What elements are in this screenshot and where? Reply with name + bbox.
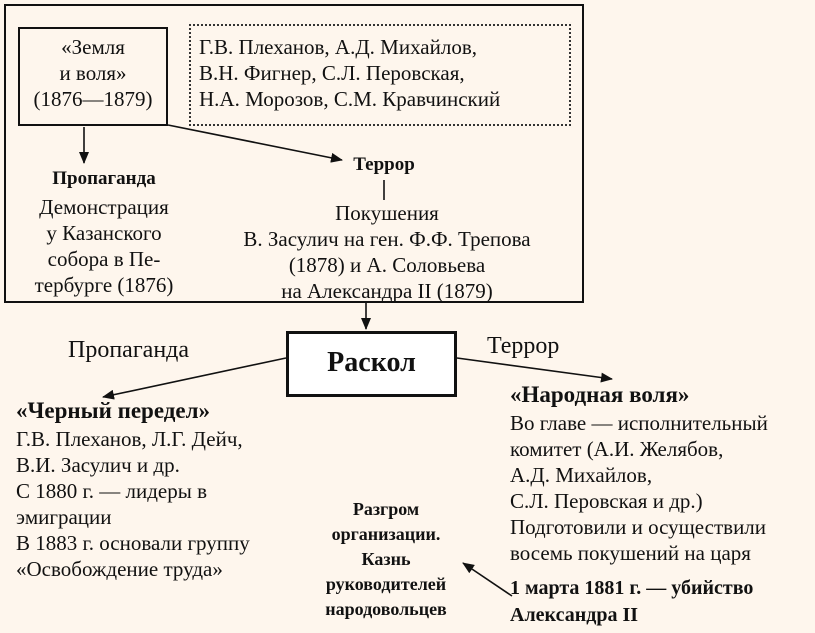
narodnaya-volya-description: [510, 410, 768, 566]
chernyi-peredel-line: С 1880 г. — лидеры в: [16, 479, 207, 503]
narodnaya-volya-line: Подготовили и осуществили: [510, 515, 767, 539]
terror-line: (1878) и А. Соловьева: [288, 253, 486, 277]
assassination-line: Александра II: [510, 604, 639, 626]
terror-heading: Террор: [353, 154, 415, 175]
chernyi-peredel-line: Г.В. Плеханов, Л.Г. Дейч,: [16, 427, 243, 451]
zemlya-volya-box: [18, 27, 168, 126]
terror-line: на Александра II (1879): [281, 279, 493, 303]
propaganda-heading: Пропаганда: [52, 168, 156, 189]
chernyi-peredel-line: В 1883 г. основали группу: [16, 531, 250, 555]
narodnaya-volya-title: «Народная воля»: [510, 382, 690, 407]
zemlya-volya-title-line2: и воля»: [59, 61, 127, 85]
terror-line: Покушения: [335, 201, 439, 225]
chernyi-peredel-description: [16, 426, 250, 582]
members-line: В.Н. Фигнер, С.Л. Перовская,: [199, 61, 465, 85]
zemlya-volya-years: (1876—1879): [33, 87, 153, 111]
narodnaya-volya-line: восемь покушений на царя: [510, 541, 751, 565]
propaganda-description: [18, 194, 190, 298]
members-line: Н.А. Морозов, С.М. Кравчинский: [199, 87, 501, 111]
narodnaya-volya-line: С.Л. Перовская и др.): [510, 489, 703, 513]
chernyi-peredel-line: «Освобождение труда»: [16, 557, 223, 581]
chernyi-peredel-line: эмиграции: [16, 505, 112, 529]
defeat-line: руководителей: [325, 574, 447, 594]
arrow-to-defeat: [463, 563, 512, 596]
narodnaya-volya-line: комитет (А.И. Желябов,: [510, 437, 724, 461]
zemlya-volya-title-line1: «Земля: [61, 35, 125, 59]
narodnaya-volya-line: А.Д. Михайлов,: [510, 463, 653, 487]
narodnaya-volya-line: Во главе — исполнительный: [510, 411, 768, 435]
propaganda-line: собора в Пе-: [47, 247, 161, 271]
chernyi-peredel-line: В.И. Засулич и др.: [16, 453, 180, 477]
assassination-note: [510, 575, 753, 629]
terror-description: [200, 200, 574, 304]
split-right-label: Террор: [487, 333, 560, 359]
defeat-line: организации.: [331, 524, 441, 544]
chernyi-peredel-title: «Черный передел»: [16, 398, 210, 423]
assassination-line: 1 марта 1881 г. — убийство: [510, 577, 754, 599]
propaganda-line: тербурге (1876): [34, 273, 174, 297]
defeat-line: народовольцев: [325, 599, 447, 619]
propaganda-line: Демонстрация: [39, 195, 169, 219]
propaganda-line: у Казанского: [46, 221, 162, 245]
terror-line: В. Засулич на ген. Ф.Ф. Трепова: [243, 227, 531, 251]
arrow-to-narodnaya-volya: [457, 358, 612, 379]
split-left-label: Пропаганда: [68, 337, 190, 363]
members-line: Г.В. Плеханов, А.Д. Михайлов,: [199, 35, 477, 59]
defeat-line: Казнь: [361, 549, 411, 569]
defeat-note: [302, 497, 470, 622]
members-box: [189, 24, 571, 126]
split-box: Раскол: [286, 331, 457, 397]
defeat-line: Разгром: [352, 499, 420, 519]
